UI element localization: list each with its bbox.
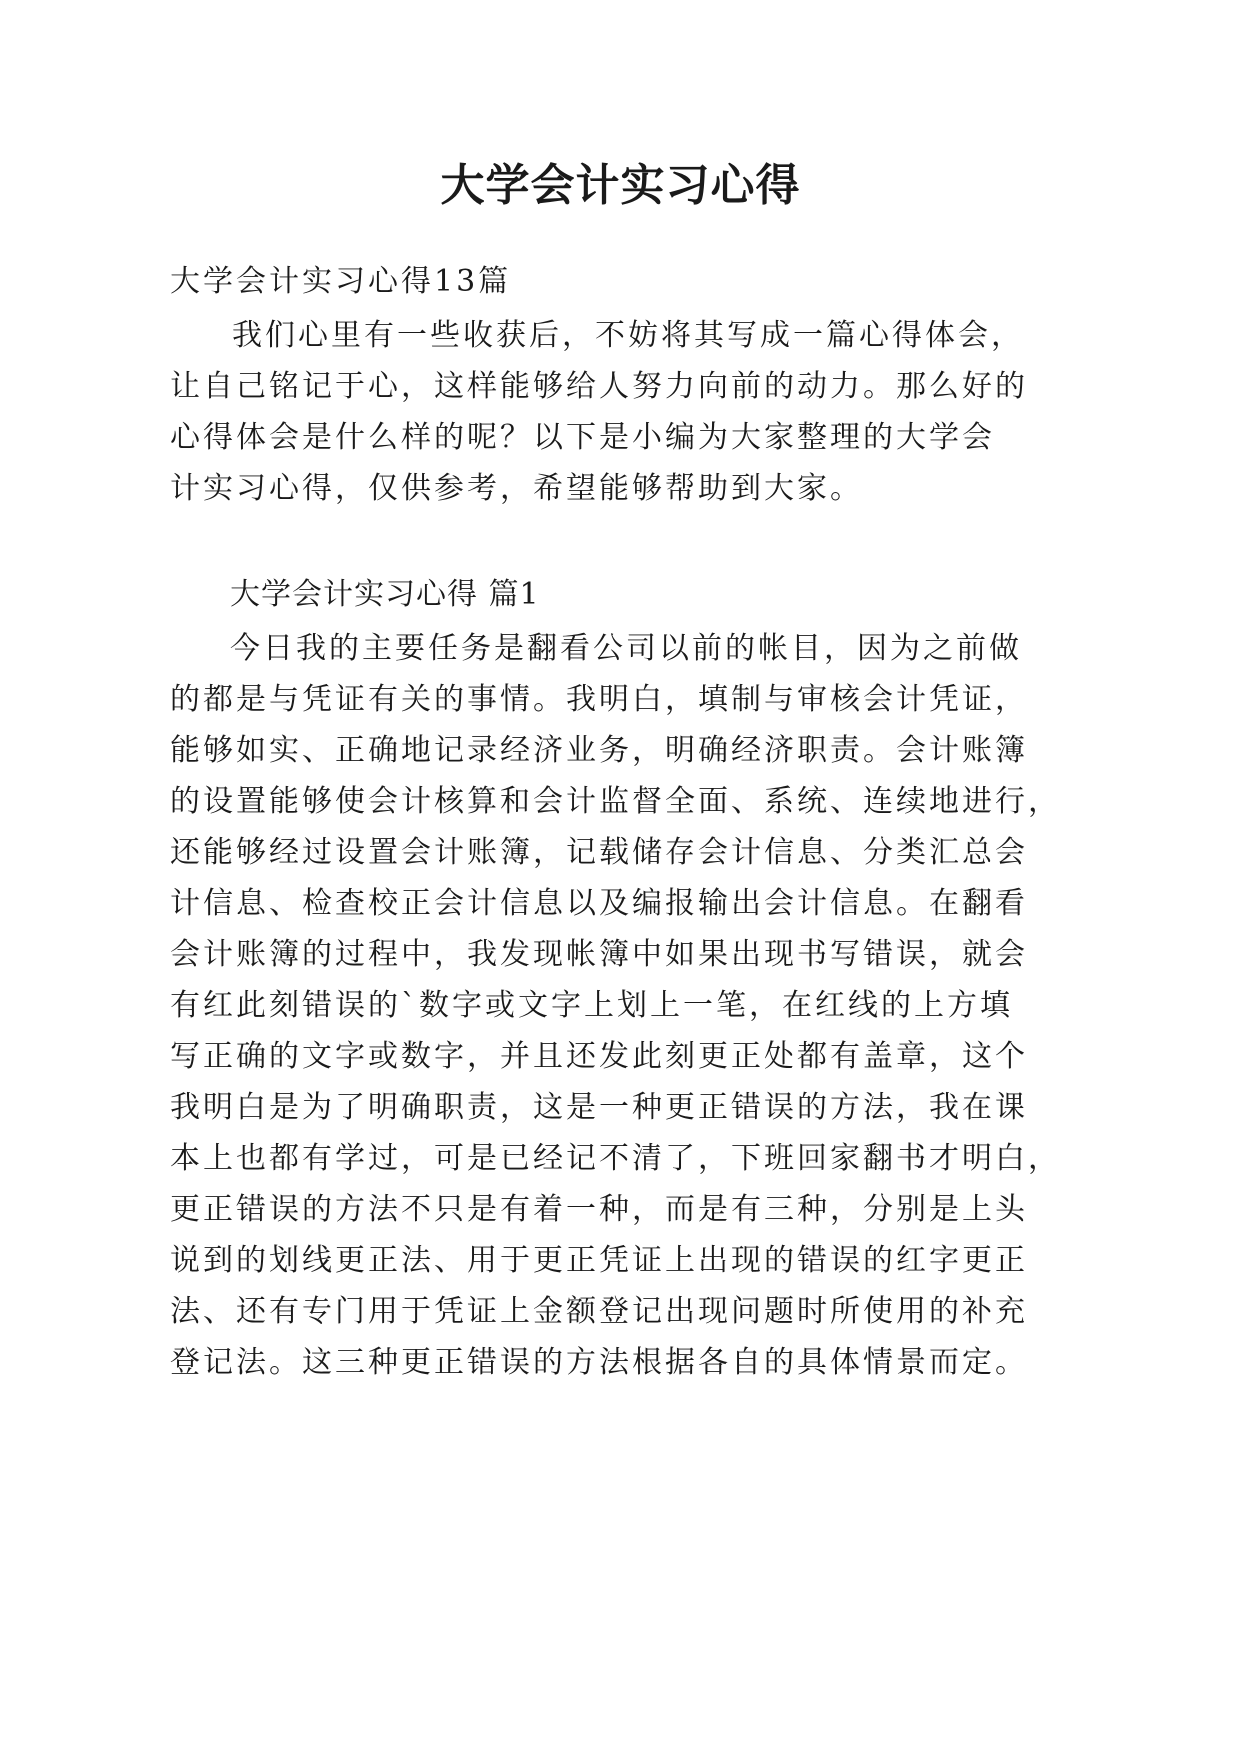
- intro-line: 计实习心得，仅供参考，希望能够帮助到大家。: [170, 471, 863, 506]
- body-line: 我明白是为了明确职责，这是一种更正错误的方法，我在课: [170, 1090, 1028, 1125]
- body-line: 会计账簿的过程中，我发现帐簿中如果出现书写错误，就会: [170, 937, 1028, 972]
- body-line: 更正错误的方法不只是有着一种，而是有三种，分别是上头: [170, 1192, 1028, 1227]
- body-line: 还能够经过设置会计账簿，记载储存会计信息、分类汇总会: [170, 835, 1028, 870]
- body-line: 今日我的主要任务是翻看公司以前的帐目，因为之前做: [230, 631, 1022, 666]
- body-line: 能够如实、正确地记录经济业务，明确经济职责。会计账簿: [170, 733, 1028, 768]
- document-subtitle: 大学会计实习心得13篇: [170, 264, 512, 299]
- body-line: 计信息、检查校正会计信息以及编报输出会计信息。在翻看: [170, 886, 1028, 921]
- body-line: 的都是与凭证有关的事情。我明白，填制与审核会计凭证，: [170, 682, 1028, 717]
- section-heading: 大学会计实习心得 篇1: [230, 577, 540, 612]
- intro-line: 让自己铭记于心，这样能够给人努力向前的动力。那么好的: [170, 369, 1028, 404]
- body-line: 写正确的文字或数字，并且还发此刻更正处都有盖章，这个: [170, 1039, 1028, 1074]
- body-line: 说到的划线更正法、用于更正凭证上出现的错误的红字更正: [170, 1243, 1028, 1278]
- body-line: 的设置能够使会计核算和会计监督全面、系统、连续地进行，: [170, 784, 1061, 819]
- body-line: 登记法。这三种更正错误的方法根据各自的具体情景而定。: [170, 1345, 1028, 1380]
- body-line: 本上也都有学过，可是已经记不清了，下班回家翻书才明白，: [170, 1141, 1061, 1176]
- body-line: 法、还有专门用于凭证上金额登记出现问题时所使用的补充: [170, 1294, 1028, 1329]
- document-title: 大学会计实习心得: [440, 160, 801, 211]
- body-line: 有红此刻错误的`数字或文字上划上一笔，在红线的上方填: [170, 988, 1013, 1023]
- intro-line: 我们心里有一些收获后，不妨将其写成一篇心得体会，: [232, 318, 1024, 353]
- intro-line: 心得体会是什么样的呢？以下是小编为大家整理的大学会: [170, 420, 995, 455]
